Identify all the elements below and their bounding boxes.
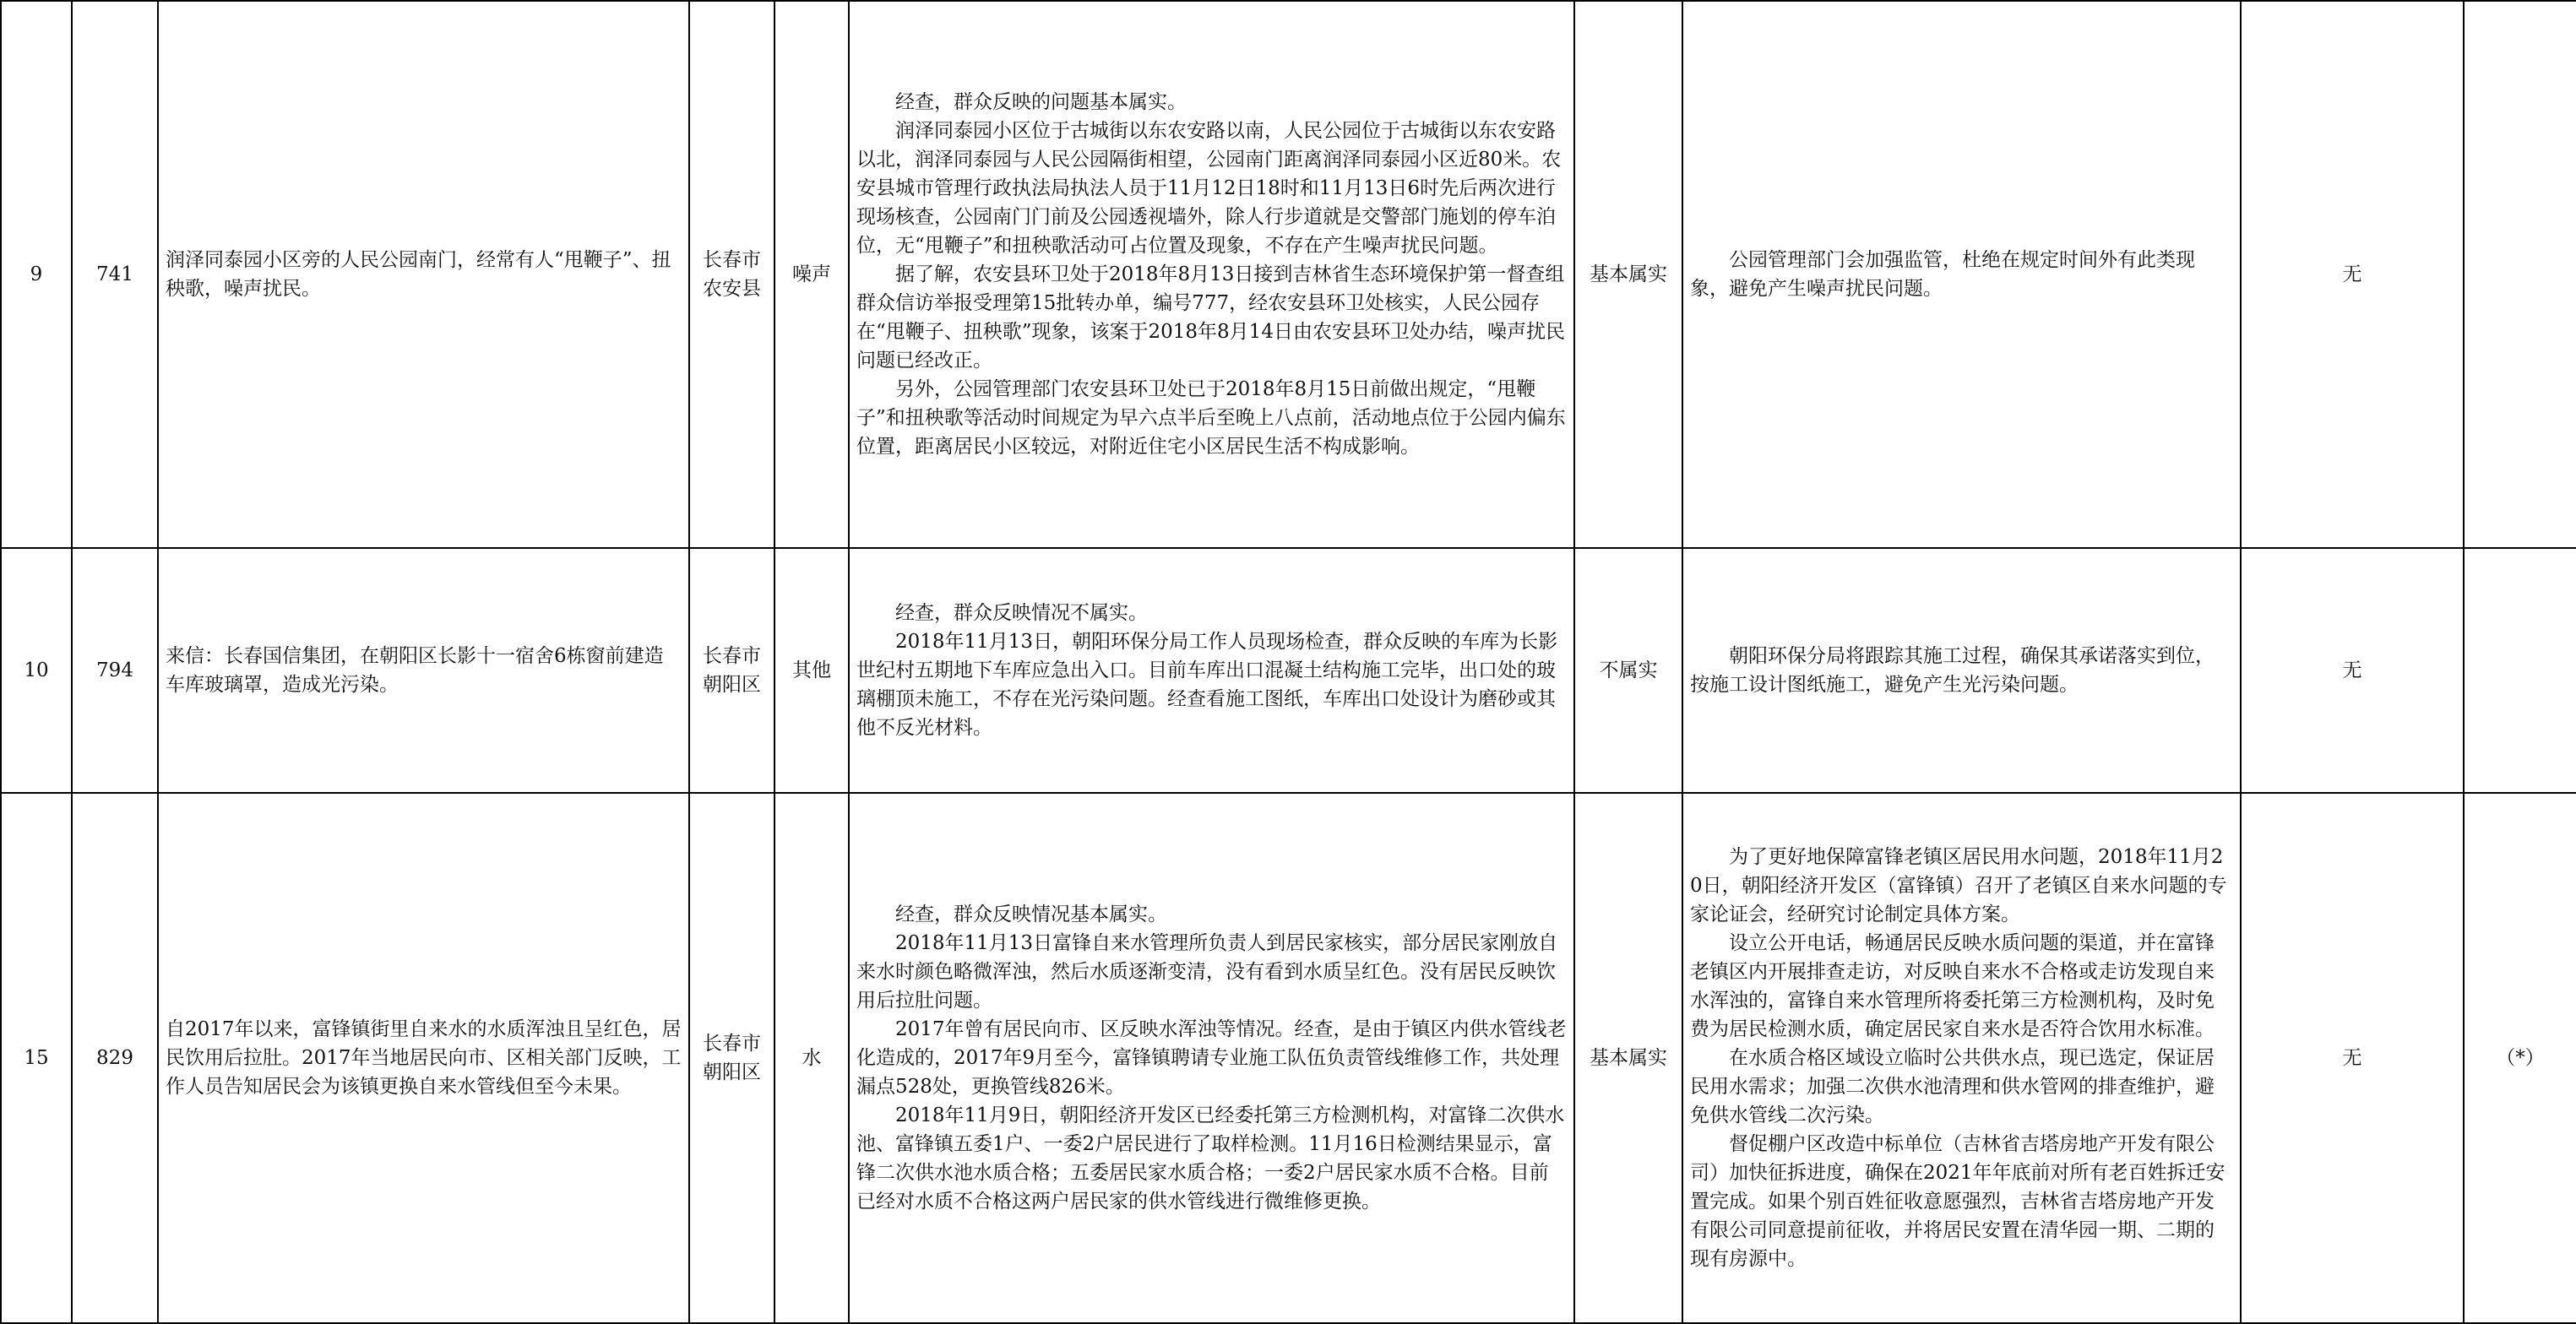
row-index: 15: [1, 793, 72, 1323]
investigation-findings: [849, 548, 1574, 793]
accountability: 无: [2241, 1, 2464, 548]
findings-paragraph: 润泽同泰园小区位于古城街以东农安路以南，人民公园位于古城街以东农安路以北，润泽同泰园与人民公园隔街相望，公园南门距离润泽同泰园小区近80米。农安县城市管理行政执法局执法人员于11月12日18时和11月13日6时先后两次进行现场核查，公园南门门前及公园透视墙外，除人行步道就是交警部门施划的停车泊位，无“甩鞭子”和扭秧歌活动可占位置及现象，不存在产生噪声扰民问题。: [856, 120, 1562, 257]
rectification-paragraph: 为了更好地保障富锋老镇区居民用水问题，2018年11月20日，朝阳经济开发区（富锋镇）召开了老镇区自来水问题的专家论证会，经研究讨论制定具体方案。: [1690, 846, 2227, 925]
rectification-paragraph: 朝阳环保分局将跟踪其施工过程，确保其承诺落实到位，按施工设计图纸施工，避免产生光污染问题。: [1690, 645, 2215, 696]
remark: （*）: [2464, 793, 2576, 1323]
rectification-paragraph: 在水质合格区域设立临时公共供水点，现已选定，保证居民用水需求；加强二次供水池清理和供水管网的排查维护，避免供水管线二次污染。: [1690, 1047, 2215, 1126]
row-index: 9: [1, 1, 72, 548]
findings-paragraph: 2018年11月9日，朝阳经济开发区已经委托第三方检测机构，对富锋二次供水池、富锋镇五委1户、一委2户居民进行了取样检测。11月16日检测结果显示，富锋二次供水池水质合格；五委居民家水质合格；一委2户居民家水质不合格。目前已经对水质不合格这两户居民家的供水管线进行微维修更换。: [856, 1104, 1565, 1213]
table-row: [1, 548, 2576, 793]
rectification-measures: [1682, 1, 2241, 548]
verdict: 不属实: [1574, 548, 1682, 793]
case-number: 829: [72, 793, 158, 1323]
complaint-text: 来信：长春国信集团，在朝阳区长影十一宿舍6栋窗前建造车库玻璃罩，造成光污染。: [158, 548, 689, 793]
findings-paragraph: 经查，群众反映情况不属实。: [895, 602, 1148, 624]
findings-paragraph: 2018年11月13日富锋自来水管理所负责人到居民家核实，部分居民家刚放自来水时颜色略微浑浊，然后水质逐渐变清，没有看到水质呈红色。没有居民反映饮用后拉肚问题。: [856, 932, 1558, 1012]
case-number: 794: [72, 548, 158, 793]
complaint-text: 润泽同泰园小区旁的人民公园南门，经常有人“甩鞭子”、扭秧歌，噪声扰民。: [158, 1, 689, 548]
pollution-category: 水: [774, 793, 849, 1323]
findings-paragraph: 另外，公园管理部门农安县环卫处已于2018年8月15日前做出规定，“甩鞭子”和扭秧歌等活动时间规定为早六点半后至晚上八点前，活动地点位于公园内偏东位置，距离居民小区较远，对附近住宅小区居民生活不构成影响。: [856, 378, 1566, 458]
table-row: [1, 1, 2576, 548]
verdict: 基本属实: [1574, 1, 1682, 548]
remark: [2464, 1, 2576, 548]
verdict: 基本属实: [1574, 793, 1682, 1323]
rectification-measures: [1682, 793, 2241, 1323]
rectification-measures: [1682, 548, 2241, 793]
district: 长春市农安县: [689, 1, 774, 548]
pollution-category: 噪声: [774, 1, 849, 548]
rectification-paragraph: 设立公开电话，畅通居民反映水质问题的渠道，并在富锋老镇区内开展排查走访，对反映自来水不合格或走访发现自来水浑浊的，富锋自来水管理所将委托第三方检测机构，及时免费为居民检测水质，确定居民家自来水是否符合饮用水标准。: [1690, 932, 2215, 1040]
district: 长春市朝阳区: [689, 793, 774, 1323]
findings-paragraph: 2018年11月13日，朝阳环保分局工作人员现场检查，群众反映的车库为长影世纪村五期地下车库应急出入口。目前车库出口混凝土结构施工完毕，出口处的玻璃棚顶未施工，不存在光污染问题。经查看施工图纸，车库出口处设计为磨砂或其他不反光材料。: [856, 631, 1558, 739]
accountability: 无: [2241, 548, 2464, 793]
complaint-text: 自2017年以来，富锋镇街里自来水的水质浑浊且呈红色，居民饮用后拉肚。2017年当地居民向市、区相关部门反映，工作人员告知居民会为该镇更换自来水管线但至今未果。: [158, 793, 689, 1323]
table-row: [1, 793, 2576, 1323]
findings-paragraph: 经查，群众反映的问题基本属实。: [895, 91, 1187, 113]
investigation-findings: [849, 793, 1574, 1323]
rectification-paragraph: 公园管理部门会加强监管，杜绝在规定时间外有此类现象，避免产生噪声扰民问题。: [1690, 249, 2195, 300]
row-index: 10: [1, 548, 72, 793]
case-number: 741: [72, 1, 158, 548]
findings-paragraph: 据了解，农安县环卫处于2018年8月13日接到吉林省生态环境保护第一督查组群众信访举报受理第15批转办单，编号777，经农安县环卫处核实，人民公园存在“甩鞭子、扭秧歌”现象，该案于2018年8月14日由农安县环卫处办结，噪声扰民问题已经改正。: [856, 263, 1565, 372]
district: 长春市朝阳区: [689, 548, 774, 793]
findings-paragraph: 经查，群众反映情况基本属实。: [895, 903, 1167, 925]
remark: [2464, 548, 2576, 793]
pollution-category: 其他: [774, 548, 849, 793]
findings-paragraph: 2017年曾有居民向市、区反映水浑浊等情况。经查，是由于镇区内供水管线老化造成的，2017年9月至今，富锋镇聘请专业施工队伍负责管线维修工作，共处理漏点528处，更换管线826米。: [856, 1018, 1567, 1098]
accountability: 无: [2241, 793, 2464, 1323]
investigation-findings: [849, 1, 1574, 548]
rectification-paragraph: 督促棚户区改造中标单位（吉林省吉塔房地产开发有限公司）加快征拆进度，确保在2021年年底前对所有老百姓拆迁安置完成。如果个别百姓征收意愿强烈，吉林省吉塔房地产开发有限公司同意提前征收，并将居民安置在清华园一期、二期的现有房源中。: [1690, 1133, 2225, 1270]
